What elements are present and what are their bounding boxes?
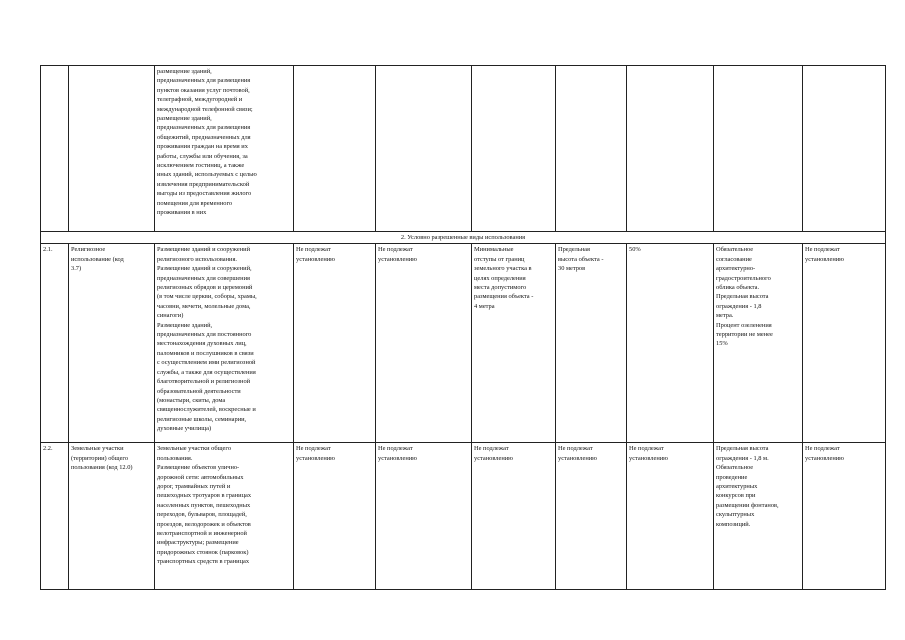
parameter-cell xyxy=(803,66,886,232)
parameter-cell xyxy=(472,66,556,232)
parameter-cell: Предельная высота ограждения - 1,8 м. Обязательное проведение архитектурных конкурсов при размещении фонтанов, скульптурных композиций. xyxy=(714,443,803,590)
parameter-cell: Не подлежат установлению xyxy=(803,244,886,443)
parameter-cell: Обязательное согласование архитектурно- градостроительного облика объекта. Предельная высота ограждения - 1,8 метра. Процент озеленения территории не менее 15% xyxy=(714,244,803,443)
use-description-cell: Земельные участки общего пользования. Размещение объектов улично- дорожной сети: автомобильных дорог, трамвайных путей и пешеходных тротуаров в границах населенных пунктов, пешеходных переходов, бульваров, площадей, проездов, велодорожек и объектов велотранспортной и инженерной инфраструктуры; размещение придорожных стоянок (парковок) транспортных средств в границах xyxy=(155,443,294,590)
table-row xyxy=(41,244,886,443)
parameter-cell: Не подлежат установлению xyxy=(294,443,376,590)
use-type-name-cell xyxy=(69,66,155,232)
section-heading-row xyxy=(41,232,886,244)
parameter-cell: Не подлежат установлению xyxy=(294,244,376,443)
parameter-cell xyxy=(294,66,376,232)
row-number-cell xyxy=(41,66,69,232)
parameter-cell xyxy=(714,66,803,232)
table-row xyxy=(41,443,886,590)
use-type-name-cell: Религиозное использование (код 3.7) xyxy=(69,244,155,443)
parameter-cell: 50% xyxy=(627,244,714,443)
parameter-cell: Не подлежат установлению xyxy=(627,443,714,590)
parameter-cell: Не подлежат установлению xyxy=(376,443,472,590)
zoning-regulations-table xyxy=(40,65,886,590)
use-description-cell: размещение зданий, предназначенных для размещения пунктов оказания услуг почтовой, телеграфной, междугородней и международной телефонной связи; размещение зданий, предназначенных для размещения общежитий, предназначенных для проживания граждан на время их работы, службы или обучения, за исключением гостиниц, а также иных зданий, используемых с целью извлечения предпринимательской выгоды из предоставления жилого помещения для временного проживания в них xyxy=(155,66,294,232)
parameter-cell: Предельная высота объекта - 30 метров xyxy=(556,244,627,443)
row-number-cell: 2.2. xyxy=(41,443,69,590)
section-heading: 2. Условно разрешенные виды использования xyxy=(41,232,886,244)
parameter-cell xyxy=(627,66,714,232)
table-row xyxy=(41,66,886,232)
parameter-cell: Минимальные отступы от границ земельного участка в целях определения места допустимого размещения объекта - 4 метра xyxy=(472,244,556,443)
use-type-name-cell: Земельные участки (территории) общего пользования (код 12.0) xyxy=(69,443,155,590)
parameter-cell: Не подлежат установлению xyxy=(556,443,627,590)
parameter-cell: Не подлежат установлению xyxy=(376,244,472,443)
parameter-cell xyxy=(556,66,627,232)
row-number-cell: 2.1. xyxy=(41,244,69,443)
use-description-cell: Размещение зданий и сооружений религиозного использования. Размещение зданий и сооружений, предназначенных для совершения религиозных обрядов и церемоний (в том числе церкви, соборы, храмы, часовни, мечети, молельные дома, синагоги) Размещение зданий, предназначенных для постоянного местонахождения духовных лиц, паломников и послушников в связи с осуществлением ими религиозной службы, а также для осуществления благотворительной и религиозной образовательной деятельности (монастыри, скиты, дома священнослужителей, воскресные и религиозные школы, семинарии, духовные училища) xyxy=(155,244,294,443)
parameter-cell: Не подлежат установлению xyxy=(803,443,886,590)
parameter-cell xyxy=(376,66,472,232)
parameter-cell: Не подлежат установлению xyxy=(472,443,556,590)
